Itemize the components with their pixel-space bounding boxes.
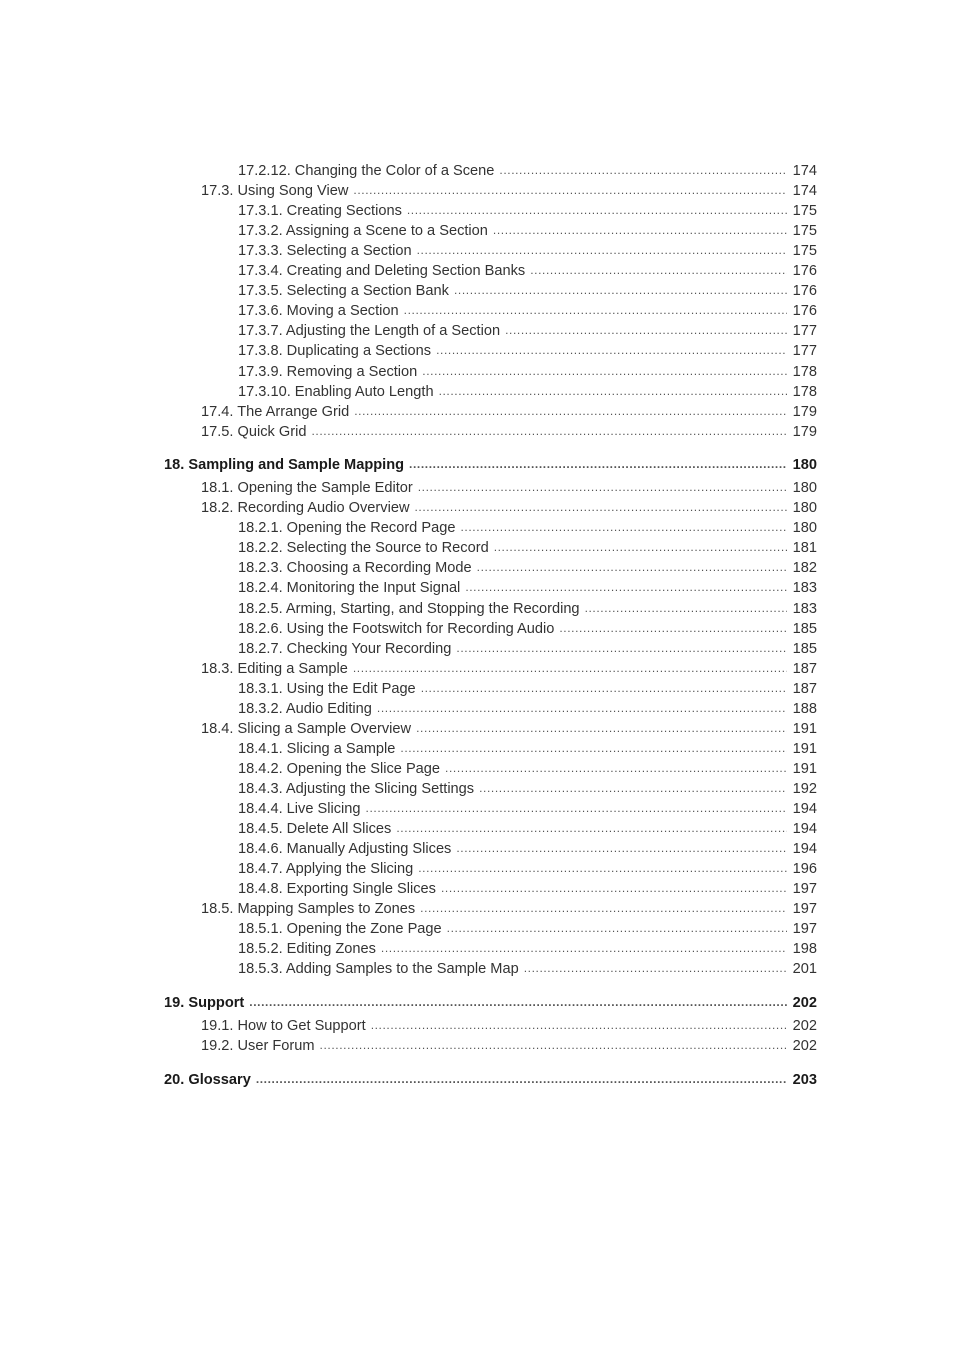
dot-leader [409,454,787,474]
toc-entry[interactable] [164,619,817,639]
toc-entry-title: 18.2.2. Selecting the Source to Record [238,540,489,557]
toc-entry-page-number: 191 [792,720,817,737]
toc-entry[interactable] [164,919,817,939]
toc-entry-title: 18.5.2. Editing Zones [238,941,376,958]
toc-entry[interactable] [164,161,817,181]
toc-entry-page-number: 187 [792,680,817,697]
toc-entry-page-number: 202 [792,1038,817,1055]
toc-entry-page-number: 194 [792,821,817,838]
toc-entry[interactable] [164,959,817,979]
toc-entry-page-number: 174 [792,163,817,180]
toc-entry-page-number: 178 [792,363,817,380]
toc-entry[interactable] [164,639,817,659]
toc-entry-page-number: 185 [792,640,817,657]
toc-entry[interactable] [164,281,817,301]
toc-entry-page-number: 179 [792,423,817,440]
toc-entry-page-number: 180 [792,457,817,474]
dot-leader [494,537,787,557]
toc-entry[interactable] [164,819,817,839]
dot-leader [416,718,787,738]
toc-entry-page-number: 191 [792,740,817,757]
dot-leader [249,992,786,1012]
toc-entry[interactable] [164,899,817,919]
toc-entry-page-number: 194 [792,801,817,817]
toc-entry-page-number: 174 [792,183,817,200]
toc-entry-page-number: 180 [792,480,817,497]
toc-entry-title: 17.5. Quick Grid [201,423,307,440]
toc-entry[interactable] [164,321,817,341]
toc-entry-title: 18.4.7. Applying the Slicing [238,861,414,878]
toc-entry-page-number: 197 [792,881,817,898]
dot-leader [524,958,787,978]
toc-entry-title: 18.4. Slicing a Sample Overview [201,720,412,737]
toc-entry-title: 17.3.8. Duplicating a Sections [238,343,432,360]
toc-entry-title: 17.3.2. Assigning a Scene to a Section [238,223,488,240]
toc-entry-page-number: 177 [792,323,817,340]
toc-entry[interactable] [164,739,817,759]
toc-entry-title: 18.2.3. Choosing a Recording Mode [238,560,472,577]
toc-entry[interactable] [164,301,817,321]
toc-chapter-entry[interactable] [164,1070,817,1090]
toc-entry-page-number: 176 [792,283,817,300]
dot-leader [404,300,787,320]
toc-entry-page-number: 202 [792,1017,817,1034]
toc-entry-page-number: 183 [792,600,817,617]
dot-leader [353,658,787,678]
toc-entry[interactable] [164,759,817,779]
toc-entry-title: 18.4.8. Exporting Single Slices [238,881,436,898]
dot-leader [256,1069,787,1089]
toc-entry-title: 17.4. The Arrange Grid [201,403,350,420]
dot-leader [371,1015,787,1035]
toc-entry[interactable] [164,659,817,679]
toc-entry-page-number: 176 [792,263,817,280]
toc-entry-title: 18.2.6. Using the Footswitch for Recording Audio [238,620,555,637]
toc-entry-page-number: 194 [792,841,817,858]
toc-entry[interactable] [164,221,817,241]
toc-entry-page-number: 197 [792,921,817,938]
dot-leader [477,557,787,577]
toc-entry-title: 18.2.5. Arming, Starting, and Stopping the Recording [238,600,580,617]
toc-entry-title: 17.3. Using Song View [201,183,349,200]
toc-entry[interactable] [164,241,817,261]
toc-entry-page-number: 180 [792,520,817,537]
toc-entry-title: 17.3.5. Selecting a Section Bank [238,283,449,300]
toc-entry-page-number: 185 [792,620,817,637]
dot-leader [441,878,787,898]
toc-entry[interactable] [164,799,817,819]
toc-entry-title: 18.4.2. Opening the Slice Page [238,760,441,777]
dot-leader [454,280,787,300]
toc-entry[interactable] [164,699,817,719]
toc-entry[interactable] [164,201,817,221]
toc-entry-title: 17.3.4. Creating and Deleting Section Banks [238,263,526,280]
toc-entry[interactable] [164,261,817,281]
toc-entry[interactable] [164,939,817,959]
dot-leader [353,180,786,200]
toc-entry-page-number: 182 [792,560,817,577]
toc-entry-page-number: 183 [792,580,817,597]
toc-entry-page-number: 177 [792,343,817,360]
toc-entry[interactable] [164,382,817,402]
dot-leader [418,477,787,497]
toc-entry-title: 18.4.4. Live Slicing [238,801,361,817]
dot-leader [422,361,786,381]
toc-entry-page-number: 178 [792,383,817,400]
toc-entry-title: 19.1. How to Get Support [201,1017,366,1034]
dot-leader [456,638,786,658]
toc-entry-page-number: 175 [792,243,817,260]
dot-leader [407,200,787,220]
toc-entry-title: 17.3.7. Adjusting the Length of a Section [238,323,501,340]
toc-entry-title: 18.5.3. Adding Samples to the Sample Map [238,961,519,978]
dot-leader [366,798,787,818]
toc-entry-title: 17.3.3. Selecting a Section [238,243,412,260]
dot-leader [479,778,787,798]
toc-entry-title: 18.5. Mapping Samples to Zones [201,901,416,918]
dot-leader [493,220,787,240]
toc-entry-title: 18.2.1. Opening the Record Page [238,520,456,537]
toc-entry[interactable] [164,879,817,899]
toc-entry-title: 18.4.3. Adjusting the Slicing Settings [238,780,475,797]
dot-leader [530,260,786,280]
toc-entry[interactable] [164,598,817,618]
table-of-contents [164,161,817,1090]
dot-leader [585,598,787,618]
toc-entry[interactable] [164,839,817,859]
dot-leader [439,381,787,401]
toc-entry[interactable] [164,779,817,799]
toc-entry[interactable] [164,181,817,201]
toc-entry-title: 18.2. Recording Audio Overview [201,500,410,517]
toc-entry-page-number: 202 [792,994,817,1011]
toc-entry-title: 19. Support [164,994,245,1011]
toc-entry-page-number: 197 [792,901,817,918]
toc-entry-title: 17.3.9. Removing a Section [238,363,418,380]
toc-entry-title: 18.4.6. Manually Adjusting Slices [238,841,452,858]
dot-leader [505,320,787,340]
toc-entry-title: 18.2.7. Checking Your Recording [238,640,452,657]
dot-leader [414,497,786,517]
toc-entry-title: 18.1. Opening the Sample Editor [201,480,413,497]
toc-entry-page-number: 179 [792,403,817,420]
toc-entry-page-number: 181 [792,540,817,557]
dot-leader [465,577,786,597]
toc-entry-page-number: 191 [792,760,817,777]
dot-leader [420,898,786,918]
toc-entry-page-number: 198 [792,941,817,958]
dot-leader [400,738,786,758]
toc-entry-page-number: 175 [792,223,817,240]
toc-entry-page-number: 175 [792,203,817,220]
dot-leader [445,758,787,778]
toc-entry-page-number: 187 [792,660,817,677]
toc-chapter-entry[interactable] [164,993,817,1013]
toc-entry-page-number: 192 [792,780,817,797]
dot-leader [499,160,786,180]
dot-leader [311,421,786,441]
dot-leader [320,1035,787,1055]
toc-entry-title: 20. Glossary [164,1071,251,1088]
toc-entry[interactable] [164,518,817,538]
dot-leader [354,401,786,421]
toc-chapter-entry[interactable] [164,455,817,475]
toc-entry-title: 18.2.4. Monitoring the Input Signal [238,580,461,597]
toc-entry-title: 18.4.5. Delete All Slices [238,821,392,838]
toc-entry-page-number: 203 [792,1071,817,1088]
dot-leader [447,918,787,938]
toc-entry[interactable] [164,1016,817,1036]
dot-leader [559,618,786,638]
toc-entry-page-number: 188 [792,700,817,717]
toc-entry-title: 18.3.2. Audio Editing [238,700,372,717]
dot-leader [381,938,787,958]
toc-entry-page-number: 180 [792,500,817,517]
toc-entry-title: 19.2. User Forum [201,1038,315,1055]
toc-entry-title: 18. Sampling and Sample Mapping [164,457,405,474]
toc-entry[interactable] [164,719,817,739]
toc-entry[interactable] [164,478,817,498]
toc-entry[interactable] [164,538,817,558]
dot-leader [377,698,787,718]
dot-leader [456,838,786,858]
toc-entry[interactable] [164,341,817,361]
toc-entry-title: 18.3. Editing a Sample [201,660,348,677]
toc-entry-title: 17.3.6. Moving a Section [238,303,399,320]
toc-entry-title: 17.3.1. Creating Sections [238,203,402,220]
toc-entry[interactable] [164,558,817,578]
toc-entry-page-number: 201 [792,961,817,978]
dot-leader [418,858,786,878]
toc-entry-title: 18.5.1. Opening the Zone Page [238,921,442,938]
toc-entry-title: 17.3.10. Enabling Auto Length [238,383,434,400]
toc-entry[interactable] [164,422,817,442]
toc-entry[interactable] [164,498,817,518]
toc-entry-page-number: 196 [792,861,817,878]
dot-leader [460,517,786,537]
toc-entry[interactable] [164,402,817,422]
dot-leader [417,240,787,260]
dot-leader [436,340,787,360]
toc-entry[interactable] [164,361,817,381]
toc-entry-page-number: 176 [792,303,817,320]
toc-entry[interactable] [164,859,817,879]
toc-entry[interactable] [164,578,817,598]
dot-leader [396,818,786,838]
toc-entry-title: 18.3.1. Using the Edit Page [238,680,416,697]
toc-entry[interactable] [164,679,817,699]
dot-leader [421,678,787,698]
toc-entry[interactable] [164,1036,817,1056]
toc-entry-title: 18.4.1. Slicing a Sample [238,740,396,757]
toc-entry-title: 17.2.12. Changing the Color of a Scene [238,163,495,180]
